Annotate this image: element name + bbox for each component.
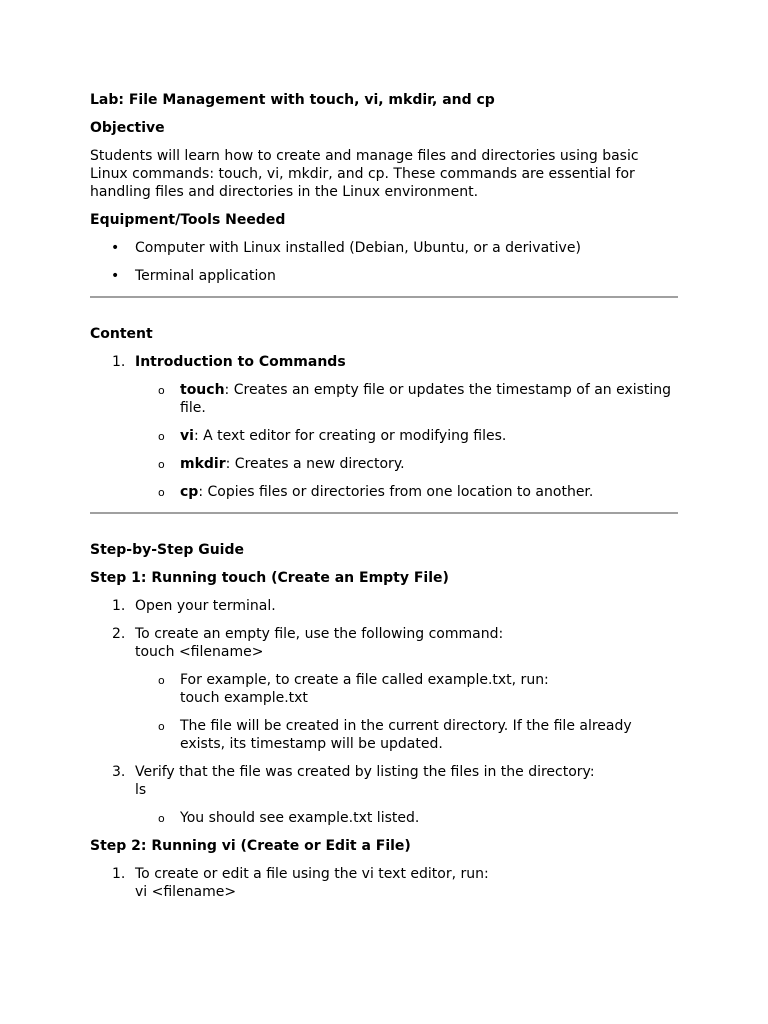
command-name: vi bbox=[180, 428, 194, 444]
step-text: Verify that the file was created by listing the files in the directory: bbox=[135, 764, 595, 780]
list-item bbox=[135, 671, 680, 707]
command-description: : Creates a new directory. bbox=[225, 456, 405, 472]
objective-text: Students will learn how to create and manage files and directories using basic Linux commands: touch, vi, mkdir, and cp. These commands are essential for handling files and directories in the Linux environment. bbox=[90, 148, 639, 200]
step1-list bbox=[90, 597, 680, 827]
equipment-list bbox=[90, 239, 680, 285]
sub-bullet-marker: o bbox=[158, 384, 165, 397]
objective-heading: Objective bbox=[90, 120, 165, 136]
list-item bbox=[135, 381, 680, 417]
list-item bbox=[90, 267, 680, 285]
list-item bbox=[90, 865, 680, 901]
list-item bbox=[135, 427, 680, 445]
list-number: 1. bbox=[112, 866, 126, 882]
list-item bbox=[90, 353, 680, 501]
command-line: touch example.txt bbox=[180, 690, 308, 706]
content-list bbox=[90, 353, 680, 501]
sub-bullet-marker: o bbox=[158, 720, 165, 733]
list-item bbox=[90, 625, 680, 753]
command-line: touch <filename> bbox=[135, 644, 264, 660]
list-item bbox=[90, 763, 680, 827]
command-description: : Creates an empty file or updates the timestamp of an existing file. bbox=[180, 382, 672, 416]
step1-heading: Step 1: Running touch (Create an Empty File) bbox=[90, 570, 449, 586]
command-name: cp bbox=[180, 484, 199, 500]
bullet-marker: • bbox=[111, 240, 120, 256]
command-name: mkdir bbox=[180, 456, 226, 472]
equipment-item-text: Terminal application bbox=[135, 268, 276, 284]
sub-bullet-marker: o bbox=[158, 812, 165, 825]
document-content bbox=[90, 91, 680, 901]
command-description: : A text editor for creating or modifying files. bbox=[193, 428, 507, 444]
list-number: 1. bbox=[112, 354, 126, 370]
list-item bbox=[90, 597, 680, 615]
content-heading: Content bbox=[90, 326, 153, 342]
step2-list bbox=[90, 865, 680, 901]
sub-bullet-marker: o bbox=[158, 674, 165, 687]
command-list bbox=[135, 381, 680, 501]
command-description: : Copies files or directories from one location to another. bbox=[198, 484, 594, 500]
step-text: To create an empty file, use the following command: bbox=[135, 626, 504, 642]
horizontal-rule bbox=[90, 296, 678, 298]
list-item bbox=[90, 239, 680, 257]
sub-bullet-marker: o bbox=[158, 430, 165, 443]
list-item bbox=[135, 455, 680, 473]
bullet-marker: • bbox=[111, 268, 120, 284]
command-line: vi <filename> bbox=[135, 884, 237, 900]
step-text: Open your terminal. bbox=[135, 598, 276, 614]
lab-title: Lab: File Management with touch, vi, mkdir, and cp bbox=[90, 92, 495, 108]
guide-heading: Step-by-Step Guide bbox=[90, 542, 244, 558]
step2-heading: Step 2: Running vi (Create or Edit a File) bbox=[90, 838, 411, 854]
list-item bbox=[135, 483, 680, 501]
sub-step-text: For example, to create a file called example.txt, run: bbox=[180, 672, 549, 688]
step-sub-list bbox=[135, 671, 680, 753]
list-number: 2. bbox=[112, 626, 126, 642]
step-sub-list bbox=[135, 809, 680, 827]
content-item-title: Introduction to Commands bbox=[135, 354, 346, 370]
step-text: To create or edit a file using the vi text editor, run: bbox=[135, 866, 489, 882]
sub-step-text: The file will be created in the current directory. If the file already exists, its timestamp will be updated. bbox=[180, 718, 632, 752]
command-line: ls bbox=[135, 782, 147, 798]
command-name: touch bbox=[180, 382, 225, 398]
equipment-heading: Equipment/Tools Needed bbox=[90, 212, 286, 228]
sub-bullet-marker: o bbox=[158, 458, 165, 471]
equipment-item-text: Computer with Linux installed (Debian, Ubuntu, or a derivative) bbox=[135, 240, 581, 256]
list-item bbox=[135, 809, 680, 827]
list-number: 1. bbox=[112, 598, 126, 614]
list-item bbox=[135, 717, 680, 753]
sub-bullet-marker: o bbox=[158, 486, 165, 499]
sub-step-text: You should see example.txt listed. bbox=[180, 810, 420, 826]
horizontal-rule bbox=[90, 512, 678, 514]
list-number: 3. bbox=[112, 764, 126, 780]
